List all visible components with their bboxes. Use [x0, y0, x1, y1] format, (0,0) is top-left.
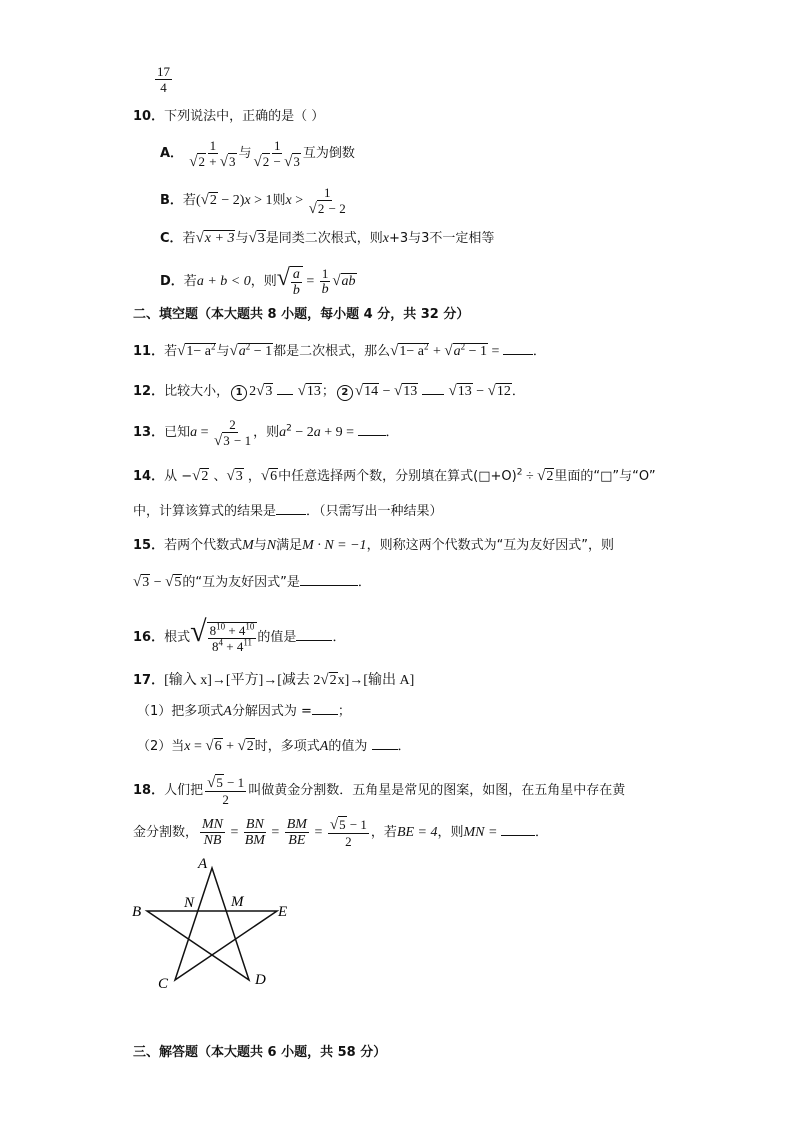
q18-l2c: ，则 [437, 825, 464, 840]
q16-e4: 11 [243, 637, 252, 648]
q18-fn-r: 5 [216, 774, 223, 790]
q10a-f2-num: 1 [273, 137, 281, 153]
q15-line-1 [133, 536, 614, 556]
q10a-f1-num: 1 [209, 137, 217, 153]
q16: 16．根式√ $\frac{8^{10} + 4^{10}}{8^4 + 4^{11}}$ 的值是 ． [133, 615, 346, 655]
top-fraction-den: 4 [160, 80, 167, 95]
q10a-f2-op: − [270, 153, 285, 169]
q14-line-1: 14．从 −√2 、√3 ，√6中任意选择两个数，分别填在算式(□+O)$^2$ ÷ √2里面的“□”与“O” [133, 467, 656, 484]
q10-option-c: C．若√x + 3与√3是同类二次根式，则x+3与3不一定相等 [160, 230, 495, 246]
q13-eq: = [197, 425, 213, 440]
q18-end: ． [534, 825, 548, 840]
top-fraction [153, 64, 174, 95]
q12-blank-2[interactable] [422, 382, 444, 395]
q10b-x2: x [285, 193, 292, 208]
q17-answer-blank-2[interactable] [372, 737, 398, 750]
q10b-x1: x [244, 193, 251, 208]
q10b-f-tail: − 2 [325, 200, 346, 216]
section-3-heading [133, 1043, 386, 1063]
q10c-pre: 若 [182, 231, 196, 246]
q18-cond: BE = 4 [396, 825, 438, 840]
pentagram-figure [125, 850, 305, 995]
q17-a2: A [319, 739, 329, 754]
q10b-gt2: > [291, 193, 307, 208]
q12-minus-2: − [472, 384, 488, 399]
q10-text: 下列说法中，正确的是（ ） [164, 109, 325, 124]
q16-number: 16． [133, 630, 165, 645]
q18-l2b: ，若 [370, 825, 397, 840]
q10c-mid: 与 [235, 231, 249, 246]
point-label-m: M [231, 894, 244, 910]
q11-end: ． [532, 344, 546, 359]
section-2-note: （本大题共 8 小题，每小题 4 分，共 32 分） [198, 307, 470, 322]
q10a-mid: 与 [238, 146, 252, 161]
pentagram-star [147, 868, 277, 980]
q10d-fa: a [292, 267, 300, 283]
q18-a2d: BM [244, 833, 265, 848]
q15-mn: M · N = −1 [302, 538, 367, 553]
q13-number: 13． [133, 425, 165, 440]
q14-t2: 中任意选择两个数，分别填在算式( [278, 469, 479, 484]
q15-r1: 3 [142, 575, 150, 590]
q18-gd: 2 [345, 833, 352, 849]
q18-line-2 [133, 814, 548, 852]
q11-r2: a [238, 344, 246, 359]
q17-p1-end: ； [337, 704, 351, 719]
q10b-then: 则 [272, 193, 286, 208]
q10b-fraction: $\frac{1}{√2 - 2}$ [308, 184, 346, 217]
q13-end: ． [385, 425, 399, 440]
q10-option-b: B．若(√2 − 2)x > 1则x > $\frac{1}{√2 - 2}$ [160, 184, 346, 217]
q11-number: 11． [133, 344, 165, 359]
q18-fd: 2 [222, 791, 229, 807]
q10-option-a [160, 136, 355, 172]
q18-fn-tail: − 1 [223, 774, 245, 790]
q10a-f1-op: + [205, 153, 220, 169]
q11-r1: 1− a [186, 344, 211, 359]
q14-number: 14． [133, 469, 165, 484]
q13-fd-tail: − 1 [230, 432, 252, 448]
point-label-b: B [132, 904, 142, 920]
q10d-t1: ，则 [250, 274, 277, 289]
q12-r14: 14 [364, 384, 379, 399]
q10c-x: x [382, 231, 389, 246]
q15-t1: 若两个代数式 [164, 538, 243, 553]
q18-gr: 5 [339, 816, 346, 832]
q18-line-1 [133, 772, 625, 810]
q11-r4-tail: − 1 [465, 344, 488, 359]
q12-e1r: 3 [265, 384, 273, 399]
q10c-r1: x + 3 [204, 231, 235, 246]
section-3-title: 三、解答题 [133, 1045, 199, 1060]
q17-p2b: 时，多项式 [254, 739, 320, 754]
q10c-t1: 是同类二次根式，则 [265, 231, 383, 246]
q18-l2a: 金分割数， [133, 825, 199, 840]
q14-t3: + [490, 469, 502, 484]
option-c-label: C． [160, 231, 183, 246]
q15-t5: 的“互为友好因式”是 [182, 575, 300, 590]
q14-r1: 2 [201, 469, 209, 484]
q18-eq-1: = [227, 825, 242, 840]
point-label-e: E [278, 904, 288, 920]
q17-plus: + [222, 739, 238, 754]
q13-t1: 已知 [164, 425, 191, 440]
q10b-f-num: 1 [323, 184, 331, 200]
q11-plus: + [429, 344, 445, 359]
q15-r2: 5 [174, 575, 182, 590]
q11-t1: 都是二次根式，那么 [273, 344, 391, 359]
q10d-fraction [320, 266, 331, 297]
q17-p1b: 分解因式为 = [231, 704, 312, 719]
q12-number: 12． [133, 384, 165, 399]
q16-dp: + 4 [222, 639, 244, 655]
q12-e1: 2 [249, 384, 257, 399]
q17-flow: [输入 x]→[平方]→[减去 2 [164, 673, 321, 688]
q17-line-1: 17．[输入 x]→[平方]→[减去 2√2x]→[输出 A] [133, 672, 415, 688]
q18-eq-2: = [267, 825, 283, 840]
q16-e3: 4 [218, 637, 223, 648]
q18-fraction: $\frac{√5 - 1}{2}$ [207, 774, 245, 807]
q10b-r1: 2 [209, 193, 217, 208]
q12-end: ． [511, 384, 525, 399]
q10a-f2-r1: 2 [262, 153, 270, 169]
q17-rb: 2 [246, 739, 254, 754]
q10b-paren: ( [195, 193, 201, 208]
q17-answer-blank-1[interactable] [312, 702, 338, 715]
q15-number: 15． [133, 538, 165, 553]
q17-flow-x: x]→[输出 A] [337, 673, 415, 688]
q13: 13．已知a = $\frac{2}{√3 - 1}$ ，则$a^2 - 2a + 9$ = ． [133, 416, 399, 449]
q11-eq: = [488, 344, 503, 359]
q14-r2: 3 [235, 469, 243, 484]
q16-t1: 根式 [164, 630, 191, 645]
q13-expr-a2: a [313, 425, 321, 440]
q12-r13: 13 [306, 384, 321, 399]
q10d-cond: a + b < 0 [196, 274, 251, 289]
q18-ratio-2 [244, 817, 266, 848]
q11-r2-tail: − 1 [250, 344, 273, 359]
q12-minus-1: − [379, 384, 395, 399]
q17-part-1 [137, 702, 351, 722]
q18-golden-fraction: $\frac{√5 - 1}{2}$ [329, 816, 367, 849]
q10a-tail: 互为倒数 [302, 146, 355, 161]
q12-t1: 比较大小， [164, 384, 230, 399]
q11-pre: 若 [164, 344, 178, 359]
q12: 12．比较大小， 1 2√3 √13； 2 √14 − √13 √13 − √12． [133, 383, 525, 399]
q14-t4: O) [501, 469, 517, 484]
q18-t2: 叫做黄金分割数．五角星是常见的图案，如图，在五角星中存在黄 [248, 783, 626, 798]
q14-r4: 2 [546, 469, 554, 484]
q17-p2-end: ． [397, 739, 411, 754]
q13-expr-a: a [279, 425, 287, 440]
q10a-fraction-2: $\frac{1}{√2 - √3}$ [253, 137, 300, 170]
q10a-f1-r1: 2 [198, 153, 205, 169]
q18-a3d: BE [288, 833, 306, 848]
q12-sep: ； [321, 384, 335, 399]
q18-ratio-1 [200, 817, 225, 848]
q13-fraction: $\frac{2}{√3 - 1}$ [214, 416, 252, 449]
q13-a: a [190, 425, 198, 440]
q14-t1: 从 − [164, 469, 193, 484]
q17-p2c: 的值为 [328, 739, 372, 754]
q14-sep2: ， [243, 469, 261, 484]
q10b-gt1: > 1 [250, 193, 273, 208]
q10c-r2: 3 [257, 231, 265, 246]
q18-eq-3: = [310, 825, 326, 840]
q10a-f1-r2: 3 [229, 153, 236, 169]
q18-a1n: MN [202, 817, 224, 832]
q17-a: A [223, 704, 232, 719]
q10b-mid: − 2) [217, 193, 245, 208]
q16-n1: 8 [209, 623, 217, 639]
point-label-n: N [184, 895, 195, 911]
q17-p2: （2）当 [137, 739, 185, 754]
q18-ask: MN = [463, 825, 501, 840]
q10-number: 10． [133, 109, 165, 124]
q18-t1: 人们把 [164, 783, 204, 798]
q10b-f-r: 2 [317, 200, 325, 216]
q13-answer-blank[interactable] [358, 423, 386, 436]
q15-t3: 满足 [276, 538, 303, 553]
q14-sep1: 、 [209, 469, 227, 484]
q12-blank-1[interactable] [277, 382, 293, 395]
q14-r3: 6 [270, 469, 278, 484]
q11: 11．若$√1- a^2$与$√a^2 - 1$都是二次根式，那么$√1- a^2 + √a^2 - 1$ = ． [133, 341, 546, 359]
q10d-r: ab [341, 274, 356, 289]
q15-answer-blank[interactable] [300, 573, 358, 586]
q10d-eq: = [302, 274, 318, 289]
q13-expr-mid: − 2 [291, 425, 314, 440]
q11-r3: 1− a [399, 344, 424, 359]
q10d-f1: 1 [321, 266, 329, 281]
q17-number: 17． [133, 673, 165, 688]
q14-box: □ [478, 469, 491, 484]
q16-t2: 的值是 [257, 630, 297, 645]
q14-t6: 里面的“□”与“O” [554, 469, 656, 484]
q12-r12: 12 [496, 384, 511, 399]
q15-t4: ，则称这两个代数式为“互为友好因式”，则 [366, 538, 615, 553]
q15-end: ． [357, 575, 371, 590]
q18-ratio-3 [285, 817, 309, 848]
q17-p1: （1）把多项式 [137, 704, 224, 719]
q18-answer-blank[interactable] [501, 823, 535, 836]
q11-r4: a [453, 344, 461, 359]
q10c-t2: +3与3不一定相等 [388, 231, 495, 246]
option-d-label: D． [160, 274, 184, 289]
option-b-label: B． [160, 193, 183, 208]
q17-x: x [184, 739, 191, 754]
point-label-a: A [198, 856, 208, 872]
section-2-title: 二、填空题 [133, 307, 199, 322]
q18-number: 18． [133, 783, 165, 798]
q16-answer-blank[interactable] [296, 628, 332, 641]
q12-r13b: 13 [403, 384, 418, 399]
q15-minus: − [150, 575, 166, 590]
q16-end: ． [332, 630, 346, 645]
q16-e2: 10 [245, 621, 255, 632]
q11-mid: 与 [216, 344, 230, 359]
q14-answer-blank[interactable] [276, 502, 306, 515]
q17-ra: 6 [214, 739, 222, 754]
option-a-label: A． [160, 146, 184, 161]
q11-answer-blank[interactable] [503, 342, 533, 355]
q10a-f2-r2: 3 [293, 153, 300, 169]
q12-circle-1: 1 [231, 385, 247, 401]
q18-a1d: NB [203, 833, 222, 848]
q14-line2-end: ．（只需写出一种结果） [306, 504, 443, 519]
q10d-pre: 若 [183, 274, 197, 289]
q10b-pre: 若 [182, 193, 196, 208]
q15-m: M [242, 538, 254, 553]
point-label-c: C [158, 976, 169, 992]
q14-line2-text: 中，计算该算式的结果是 [133, 504, 277, 519]
q17-flow-r: 2 [329, 673, 337, 688]
q15-t2: 与 [253, 538, 267, 553]
q12-r13c: 13 [457, 384, 472, 399]
q13-expr-end: + 9 = [320, 425, 358, 440]
q10-option-d: D．若a + b < 0，则√ $\frac{a}{b}$ = $\frac{1}{b}$ √ab [160, 265, 356, 299]
q16-e1: 10 [216, 621, 226, 632]
q14-t5: ÷ [522, 469, 538, 484]
q15-n: N [266, 538, 277, 553]
point-label-d: D [255, 972, 266, 988]
q18-gr-tail: − 1 [346, 816, 367, 832]
q13-t2: ，则 [253, 425, 280, 440]
q16-d1: 8 [211, 639, 219, 655]
q16-np: + 4 [225, 623, 246, 639]
q10a-fraction-1: $\frac{1}{√2 + √3}$ [189, 137, 236, 170]
q17-eq: = [190, 739, 206, 754]
section-3-note: （本大题共 6 小题，共 58 分） [198, 1045, 387, 1060]
section-2-heading [133, 305, 469, 325]
q15-line-2: √3 − √5的“互为友好因式”是 ． [133, 574, 371, 590]
q13-fd: 3 [223, 432, 230, 448]
q10d-fb: b [292, 283, 300, 299]
q10d-f2: b [321, 282, 329, 297]
q13-fn: 2 [229, 416, 236, 432]
q14-line-2 [133, 502, 443, 522]
q10-stem [133, 107, 324, 127]
q12-circle-2: 2 [337, 385, 353, 401]
top-fraction-num: 17 [157, 64, 170, 79]
q17-part-2: （2）当x = √6 + √2时，多项式A的值为 ． [137, 738, 411, 754]
q18-a3n: BM [286, 817, 307, 832]
q18-a2n: BN [245, 817, 264, 832]
